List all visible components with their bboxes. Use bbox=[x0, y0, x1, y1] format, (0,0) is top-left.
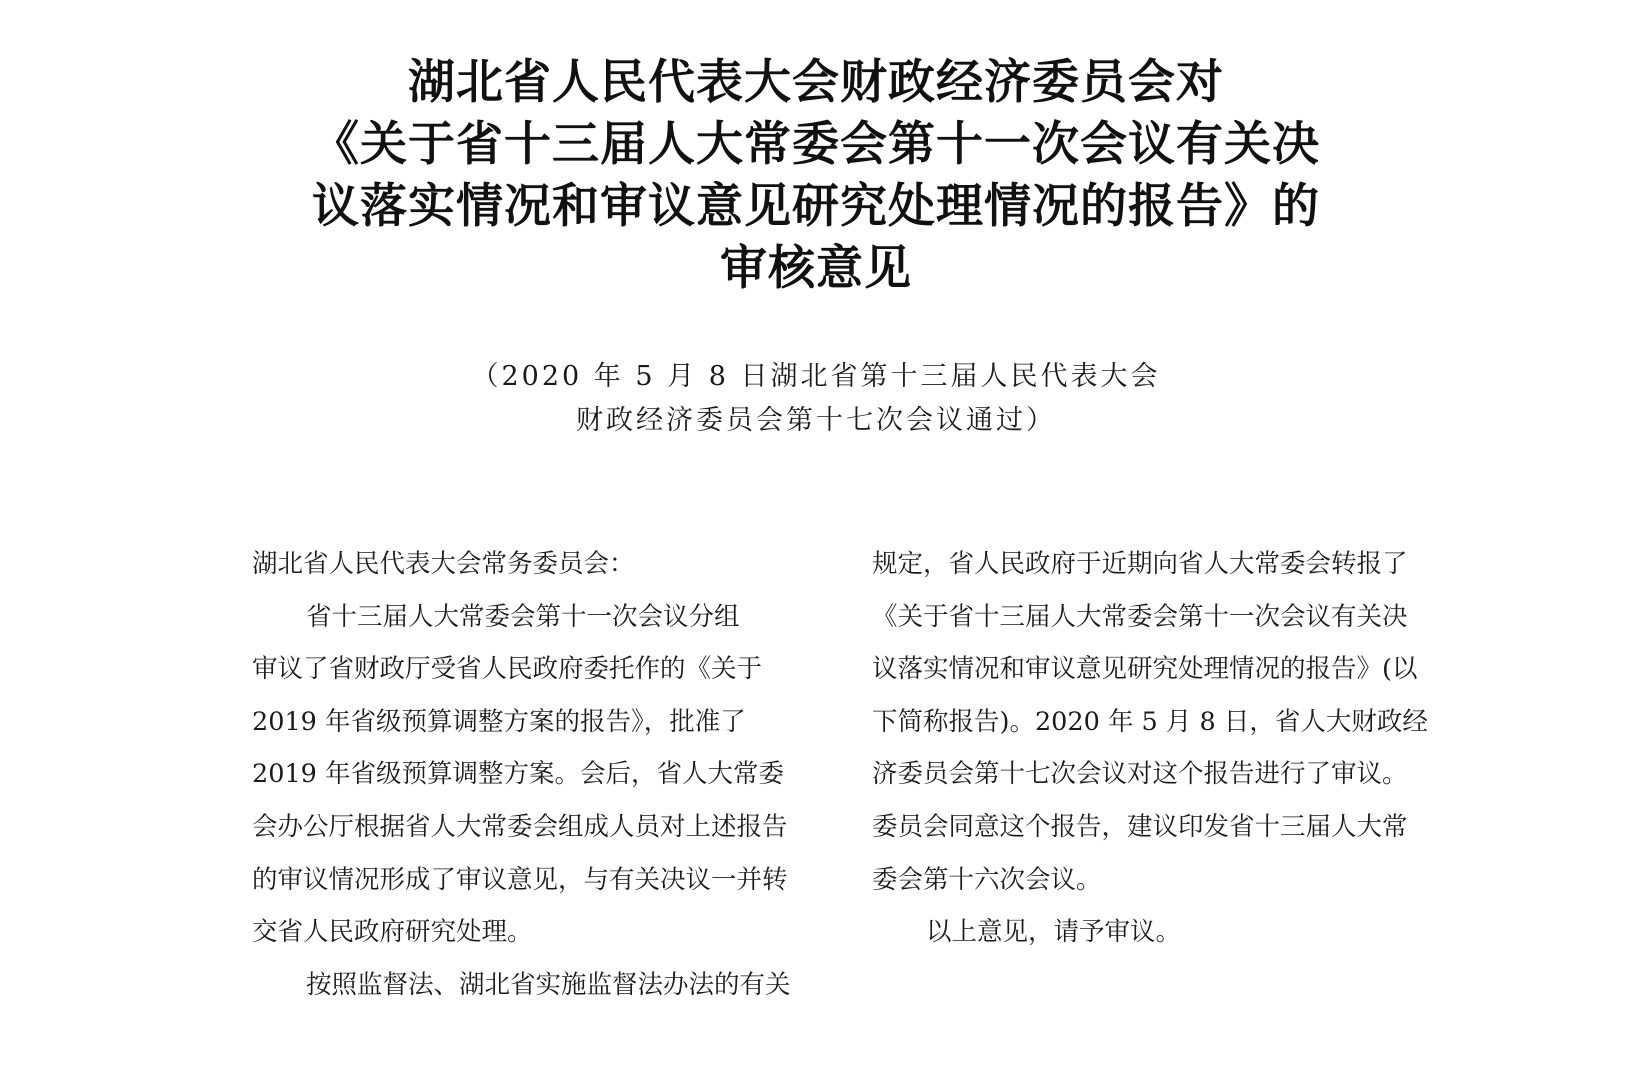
subtitle-line-1: （2020 年 5 月 8 日湖北省第十三届人民代表大会 bbox=[471, 361, 1161, 392]
closing-line: 以上意见，请予审议。 bbox=[926, 917, 1182, 948]
body-line: 议落实情况和审议意见研究处理情况的报告》(以 bbox=[872, 654, 1418, 685]
body-line: 的审议情况形成了审议意见，与有关决议一并转 bbox=[252, 864, 788, 895]
body-line: 按照监督法、湖北省实施监督法办法的有关 bbox=[306, 969, 791, 1000]
title-line-3: 议落实情况和审议意见研究处理情况的报告》的 bbox=[312, 179, 1320, 234]
body-line: 委会第十六次会议。 bbox=[872, 864, 1102, 895]
body-right-column bbox=[872, 538, 1432, 959]
body-line: 规定，省人民政府于近期向省人大常委会转报了 bbox=[872, 549, 1408, 579]
body-line: 会办公厅根据省人大常委会组成人员对上述报告 bbox=[252, 811, 788, 842]
body-line: 2019 年省级预算调整方案。会后，省人大常委 bbox=[252, 759, 785, 790]
body-left-column bbox=[252, 538, 812, 1011]
body-line: 2019 年省级预算调整方案的报告》，批准了 bbox=[252, 706, 746, 737]
document-subtitle bbox=[300, 355, 1332, 443]
body-line: 下简称报告)。2020 年 5 月 8 日，省人大财政经 bbox=[872, 706, 1428, 737]
body-line: 省十三届人大常委会第十一次会议分组 bbox=[306, 601, 740, 632]
document-title bbox=[220, 52, 1412, 300]
title-line-1: 湖北省人民代表大会财政经济委员会对 bbox=[408, 55, 1224, 110]
body-line: 审议了省财政厅受省人民政府委托作的《关于 bbox=[252, 654, 763, 685]
title-line-4: 审核意见 bbox=[720, 241, 912, 296]
body-line: 委员会同意这个报告，建议印发省十三届人大常 bbox=[872, 811, 1408, 842]
body-line: 《关于省十三届人大常委会第十一次会议有关决 bbox=[872, 601, 1408, 632]
title-line-2: 《关于省十三届人大常委会第十一次会议有关决 bbox=[312, 117, 1320, 172]
subtitle-line-2: 财政经济委员会第十七次会议通过） bbox=[576, 405, 1056, 436]
body-line: 交省人民政府研究处理。 bbox=[252, 917, 533, 948]
salutation: 湖北省人民代表大会常务委员会： bbox=[252, 549, 635, 579]
body-line: 济委员会第十七次会议对这个报告进行了审议。 bbox=[872, 759, 1408, 790]
